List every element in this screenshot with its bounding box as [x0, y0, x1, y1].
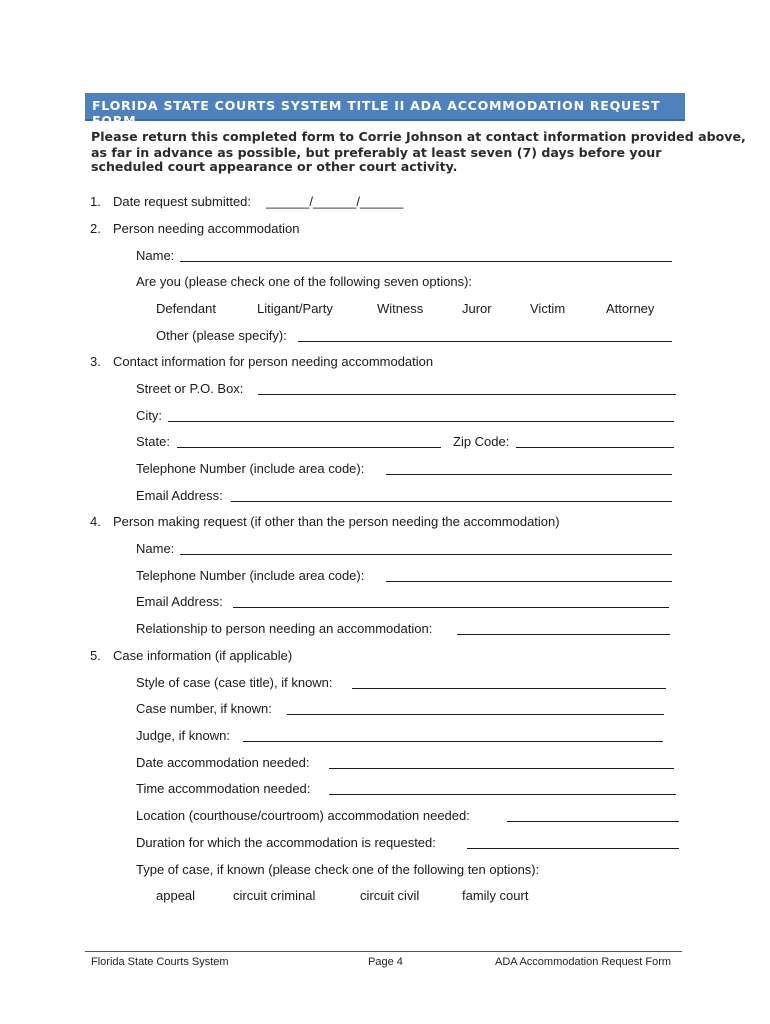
form-title-banner [85, 93, 685, 128]
item-number-3: 3. [90, 354, 101, 369]
contact-email-label: Email Address: [136, 488, 223, 503]
date-needed-field[interactable] [329, 768, 674, 769]
requester-email-field[interactable] [233, 607, 669, 608]
city-label: City: [136, 408, 162, 423]
person-needing-heading: Person needing accommodation [113, 221, 300, 236]
contact-email-field[interactable] [231, 501, 672, 502]
footer-right: ADA Accommodation Request Form [495, 956, 672, 968]
case-type-circuit-civil[interactable]: circuit civil [360, 888, 420, 903]
date-request-field[interactable]: ______/______/______ [266, 194, 404, 209]
item-number-4: 4. [90, 514, 101, 529]
judge-field[interactable] [243, 741, 663, 742]
case-type-family-court[interactable]: family court [462, 888, 529, 903]
case-type-appeal[interactable]: appeal [156, 888, 196, 903]
date-needed-label: Date accommodation needed: [136, 755, 310, 770]
case-type-label: Type of case, if known (please check one of the following ten options): [136, 862, 540, 877]
item-number-5: 5. [90, 648, 101, 663]
state-field[interactable] [177, 447, 441, 448]
case-style-field[interactable] [352, 688, 666, 689]
case-number-label: Case number, if known: [136, 701, 272, 716]
footer-page-number: Page 4 [368, 956, 403, 968]
option-victim[interactable]: Victim [530, 301, 566, 316]
option-attorney[interactable]: Attorney [606, 301, 655, 316]
option-witness[interactable]: Witness [377, 301, 424, 316]
duration-field[interactable] [467, 848, 679, 849]
requester-name-field[interactable] [180, 554, 672, 555]
location-needed-field[interactable] [507, 821, 679, 822]
time-needed-label: Time accommodation needed: [136, 781, 311, 796]
item-number-1: 1. [90, 194, 101, 209]
footer-divider [85, 951, 682, 952]
contact-phone-label: Telephone Number (include area code): [136, 461, 365, 476]
contact-info-heading: Contact information for person needing accommodation [113, 354, 434, 369]
relationship-field[interactable] [457, 634, 670, 635]
case-style-label: Style of case (case title), if known: [136, 675, 333, 690]
street-label: Street or P.O. Box: [136, 381, 244, 396]
zip-label: Zip Code: [453, 434, 510, 449]
contact-phone-field[interactable] [386, 474, 672, 475]
option-defendant[interactable]: Defendant [156, 301, 216, 316]
case-number-field[interactable] [287, 714, 664, 715]
are-you-label: Are you (please check one of the following seven options): [136, 274, 473, 289]
other-specify-field[interactable] [298, 341, 672, 342]
case-type-circuit-criminal[interactable]: circuit criminal [233, 888, 316, 903]
city-field[interactable] [168, 421, 674, 422]
intro-text-line-2: as far in advance as possible, but preferably at least seven (7) days before your [91, 145, 662, 160]
form-title: FLORIDA STATE COURTS SYSTEM TITLE II ADA ACCOMMODATION REQUEST FORM [92, 98, 661, 128]
requester-heading: Person making request (if other than the person needing the accommodation) [113, 514, 560, 529]
other-specify-label: Other (please specify): [156, 328, 287, 343]
location-needed-label: Location (courthouse/courtroom) accommodation needed: [136, 808, 470, 823]
time-needed-field[interactable] [329, 794, 676, 795]
option-litigant-party[interactable]: Litigant/Party [257, 301, 333, 316]
requester-phone-label: Telephone Number (include area code): [136, 568, 365, 583]
item-number-2: 2. [90, 221, 101, 236]
intro-text-line-3: scheduled court appearance or other court activity. [91, 159, 458, 174]
date-request-label: Date request submitted: [113, 194, 252, 209]
street-field[interactable] [258, 394, 676, 395]
intro-text-line-1: Please return this completed form to Corrie Johnson at contact information provided above, [91, 129, 746, 144]
state-label: State: [136, 434, 170, 449]
person-name-label: Name: [136, 248, 175, 263]
duration-label: Duration for which the accommodation is requested: [136, 835, 436, 850]
person-name-field[interactable] [180, 261, 672, 262]
footer-left: Florida State Courts System [91, 956, 229, 968]
relationship-label: Relationship to person needing an accommodation: [136, 621, 433, 636]
option-juror[interactable]: Juror [462, 301, 492, 316]
zip-field[interactable] [516, 447, 674, 448]
requester-phone-field[interactable] [386, 581, 672, 582]
requester-name-label: Name: [136, 541, 175, 556]
requester-email-label: Email Address: [136, 594, 223, 609]
judge-label: Judge, if known: [136, 728, 230, 743]
case-info-heading: Case information (if applicable) [113, 648, 293, 663]
